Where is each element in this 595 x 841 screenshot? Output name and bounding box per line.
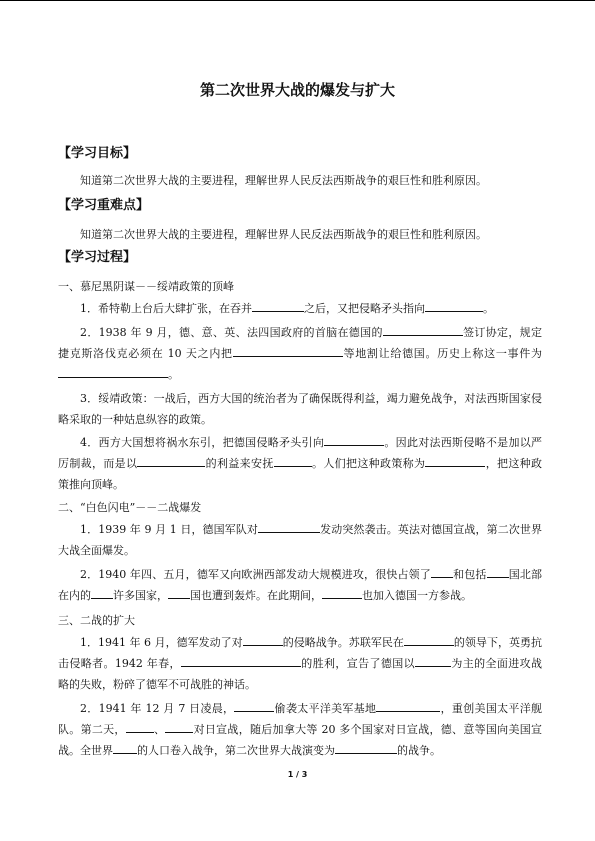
fill-blank[interactable]: [487, 565, 509, 578]
text: 之后，又把侵略矛头指向: [304, 302, 425, 315]
text: 为主的全面进攻战略的失败，粉碎了德军不可战胜的神话。: [58, 657, 542, 691]
text: 1．1939 年 9 月 1 日，德国军队对: [80, 523, 259, 536]
key-heading: 【学习重难点】: [58, 198, 150, 213]
part1-item3: 3．绥靖政策：一战后，西方大国的统治者为了确保既得利益，竭力避免战争，对法西斯国家侵略采取的一种姑息纵容的政策。: [58, 392, 542, 426]
fill-blank[interactable]: [376, 699, 440, 712]
text: 2．1941 年 12 月 7 日凌晨，: [80, 702, 235, 715]
fill-blank[interactable]: [258, 520, 320, 533]
fill-blank[interactable]: [274, 454, 312, 467]
text: 。: [483, 302, 494, 315]
goals-text: 知道第二次世界大战的主要进程，理解世界人民反法西斯战争的艰巨性和胜利原因。: [80, 174, 487, 187]
text: 许多国家，: [113, 589, 168, 602]
process-heading: 【学习过程】: [58, 250, 137, 265]
part2-heading: 二、“白色闪电”－－二战爆发: [58, 501, 202, 514]
text: 1．希特勒上台后大肆扩张，在吞并: [80, 302, 252, 315]
fill-blank[interactable]: [137, 454, 205, 467]
fill-blank[interactable]: [322, 586, 362, 599]
text: 偷袭太平洋美军基地: [274, 702, 377, 715]
text: 和包括: [452, 568, 487, 581]
part1-item4: [58, 432, 542, 495]
fill-blank[interactable]: [425, 454, 485, 467]
text: ，重创美国太平洋舰队。第二天，: [58, 702, 543, 736]
text: 2．1938 年 9 月，德、意、英、法四国政府的首脑在德国的: [80, 326, 383, 339]
text: 也加入德国一方参战。: [362, 589, 472, 602]
part2-item1: [58, 519, 542, 561]
text: 4．西方大国想将祸水东引，把德国侵略矛头引向: [80, 436, 325, 449]
fill-blank[interactable]: [113, 741, 137, 754]
part2-item2: [58, 564, 542, 606]
part1-item1: [58, 298, 542, 319]
goals-heading: 【学习目标】: [58, 146, 137, 161]
fill-blank[interactable]: [234, 699, 274, 712]
fill-blank[interactable]: [324, 433, 384, 446]
text: 对日宣战，随后加拿大等 20 多个国家对日宣战，德、意等国向美国宣战。全世界: [58, 723, 543, 757]
text: 、: [153, 723, 166, 736]
text: 。: [168, 368, 179, 381]
fill-blank[interactable]: [58, 365, 168, 378]
text: 。人们把这种政策称为: [311, 457, 426, 470]
key-text: 知道第二次世界大战的主要进程，理解世界人民反法西斯战争的艰巨性和胜利原因。: [80, 228, 487, 241]
text: 的人口卷入战争，第二次世界大战演变为: [137, 744, 335, 757]
part3-item1: [58, 632, 542, 695]
text: 国也遭到轰炸。在此期间，: [190, 589, 322, 602]
part1-heading: 一、慕尼黑阴谋－－绥靖政策的顶峰: [58, 280, 234, 293]
text: ，把这种政策推向顶峰。: [58, 457, 543, 491]
top-rule: [0, 0, 595, 1]
fill-blank[interactable]: [404, 633, 454, 646]
text: 1．1941 年 6 月，德军发动了对: [80, 636, 243, 649]
text: 国北部在内的: [58, 568, 543, 602]
fill-blank[interactable]: [425, 299, 483, 312]
part3-item2: [58, 698, 542, 761]
page-title: 第二次世界大战的爆发与扩大: [199, 81, 395, 99]
fill-blank[interactable]: [243, 633, 283, 646]
text: 签订协定，规定捷克斯洛伐克必须在 10 天之内把: [58, 326, 542, 360]
fill-blank[interactable]: [383, 323, 463, 336]
fill-blank[interactable]: [91, 586, 113, 599]
text: 2．1940 年四、五月，德军又向欧洲西部发动大规模进攻，很快占领了: [80, 568, 431, 581]
text: 的领导下，英勇抗击侵略者。1942 年春，: [58, 636, 543, 670]
text: 。因此对法西斯侵略不是加以严厉制裁，而是以: [58, 436, 542, 470]
part1-item2: [58, 322, 542, 385]
text: 等地割让给德国。历史上称这一事件为: [342, 347, 542, 360]
fill-blank[interactable]: [126, 720, 154, 733]
text: 发动突然袭击。英法对德国宣战，第二次世界大战全面爆发。: [58, 523, 542, 557]
fill-blank[interactable]: [168, 586, 190, 599]
fill-blank[interactable]: [233, 344, 343, 357]
text: 的战争。: [397, 744, 441, 757]
part3-heading: 三、二战的扩大: [58, 614, 135, 627]
fill-blank[interactable]: [252, 299, 304, 312]
page-number: 1 / 3: [287, 770, 308, 779]
fill-blank[interactable]: [181, 654, 301, 667]
text: 的胜利，宣告了德国以: [300, 657, 415, 670]
fill-blank[interactable]: [415, 654, 451, 667]
text: 的侵略战争。苏联军民在: [282, 636, 404, 649]
text: 的利益来安抚: [205, 457, 274, 470]
fill-blank[interactable]: [335, 741, 397, 754]
fill-blank[interactable]: [165, 720, 193, 733]
fill-blank[interactable]: [431, 565, 453, 578]
